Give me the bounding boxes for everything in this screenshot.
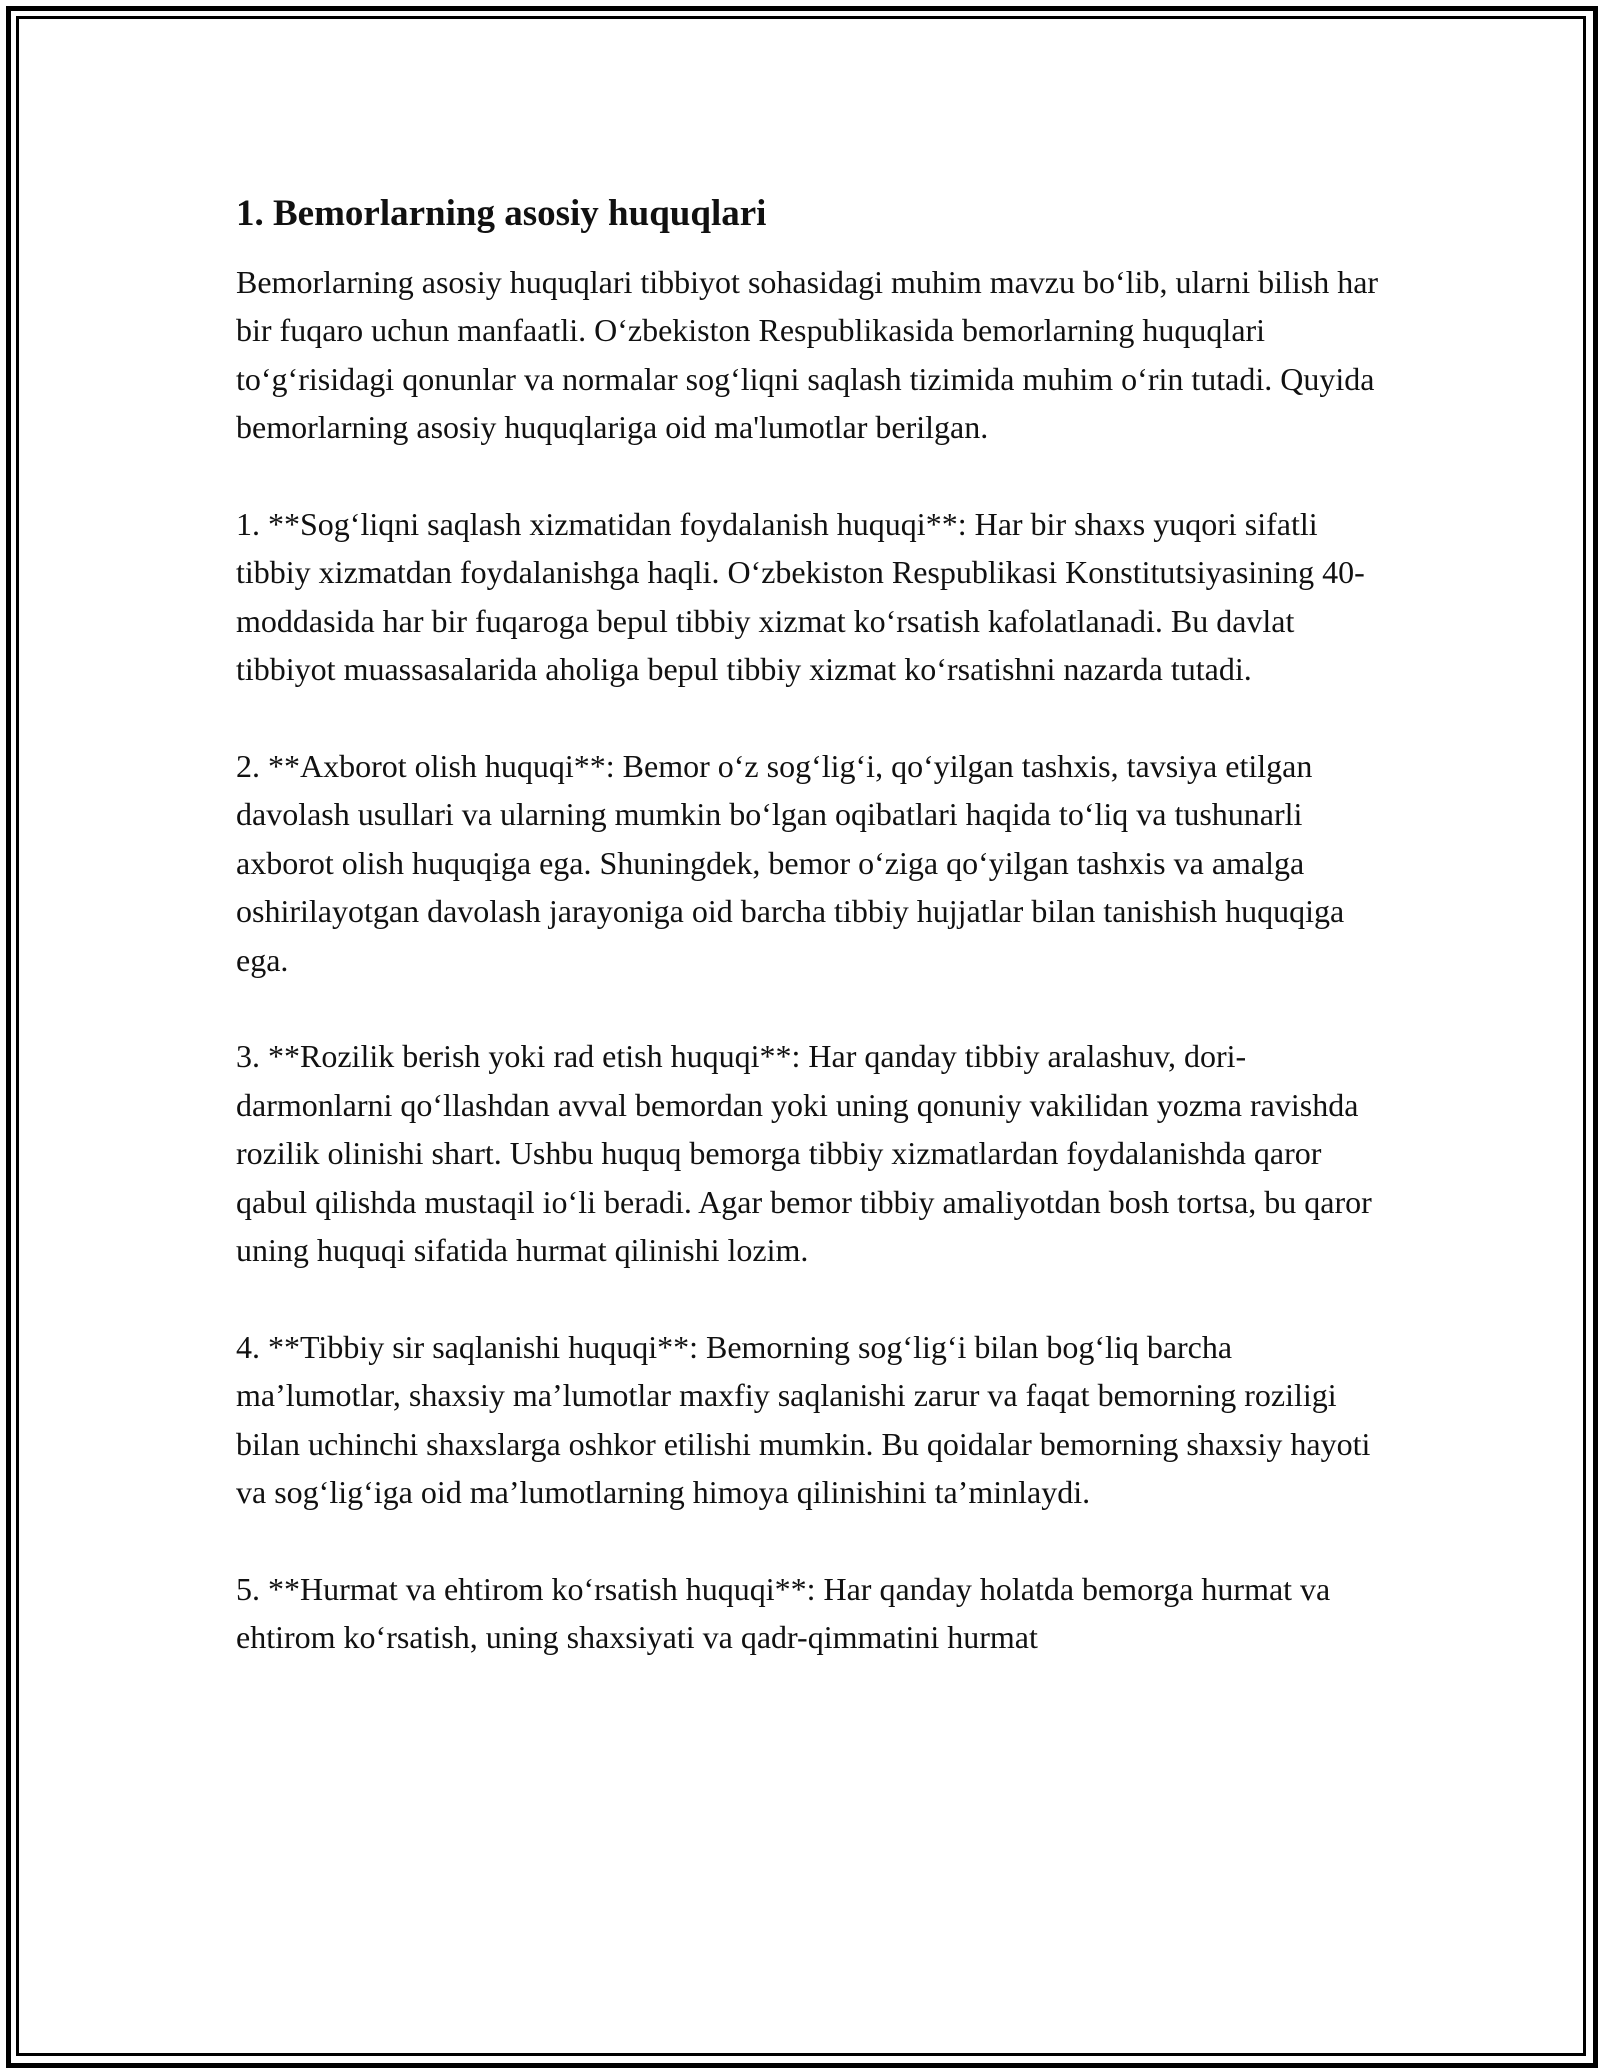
right-respect-paragraph: 5. **Hurmat va ehtirom ko‘rsatish huquqi**: Har qanday holatda bemorga hurmat va ehtirom ko‘rsatish, uning shaxsiyati va qadr-qimmatini hurmat	[236, 1570, 1331, 1656]
document-body	[236, 190, 1396, 1662]
section-heading: 1. Bemorlarning asosiy huquqlari	[236, 193, 767, 234]
right-health-service-paragraph: 1. **Sog‘liqni saqlash xizmatidan foydalanish huquqi**: Har bir shaxs yuqori sifatli tibbiy xizmatdan foydalanishga haqli. O‘zbekiston Respublikasi Konstitutsiyasining 40-moddasida har bir fuqaroga bepul tibbiy xizmat ko‘rsatish kafolatlanadi. Bu davlat tibbiyot muassasalarida aholiga bepul tibbiy xizmat ko‘rsatishni nazarda tutadi.	[236, 506, 1365, 688]
right-consent-paragraph: 3. **Rozilik berish yoki rad etish huquqi**: Har qanday tibbiy aralashuv, dori-darmonlarni qo‘llashdan avval bemordan yoki uning qonuniy vakilidan yozma ravishda rozilik olinishi shart. Ushbu huquq bemorga tibbiy xizmatlardan foydalanishda qaror qabul qilishda mustaqil io‘li beradi. Agar bemor tibbiy amaliyotdan bosh tortsa, bu qaror uning huquqi sifatida hurmat qilinishi lozim.	[236, 1038, 1372, 1269]
intro-paragraph: Bemorlarning asosiy huquqlari tibbiyot sohasidagi muhim mavzu bo‘lib, ularni bilish har bir fuqaro uchun manfaatli. O‘zbekiston Respublikasida bemorlarning huquqlari to‘g‘risidagi qonunlar va normalar sog‘liqni saqlash tizimida muhim o‘rin tutadi. Quyida bemorlarning asosiy huquqlariga oid ma'lumotlar berilgan.	[236, 264, 1379, 446]
right-information-paragraph: 2. **Axborot olish huquqi**: Bemor o‘z sog‘lig‘i, qo‘yilgan tashxis, tavsiya etilgan davolash usullari va ularning mumkin bo‘lgan oqibatlari haqida to‘liq va tushunarli axborot olish huquqiga ega. Shuningdek, bemor o‘ziga qo‘yilgan tashxis va amalga oshirilayotgan davolash jarayoniga oid barcha tibbiy hujjatlar bilan tanishish huquqiga ega.	[236, 748, 1345, 978]
right-confidentiality-paragraph: 4. **Tibbiy sir saqlanishi huquqi**: Bemorning sog‘lig‘i bilan bog‘liq barcha ma’lumotlar, shaxsiy ma’lumotlar maxfiy saqlanishi zarur va faqat bemorning roziligi bilan uchinchi shaxslarga oshkor etilishi mumkin. Bu qoidalar bemorning shaxsiy hayoti va sog‘lig‘iga oid ma’lumotlarning himoya qilinishini ta’minlaydi.	[236, 1328, 1371, 1511]
